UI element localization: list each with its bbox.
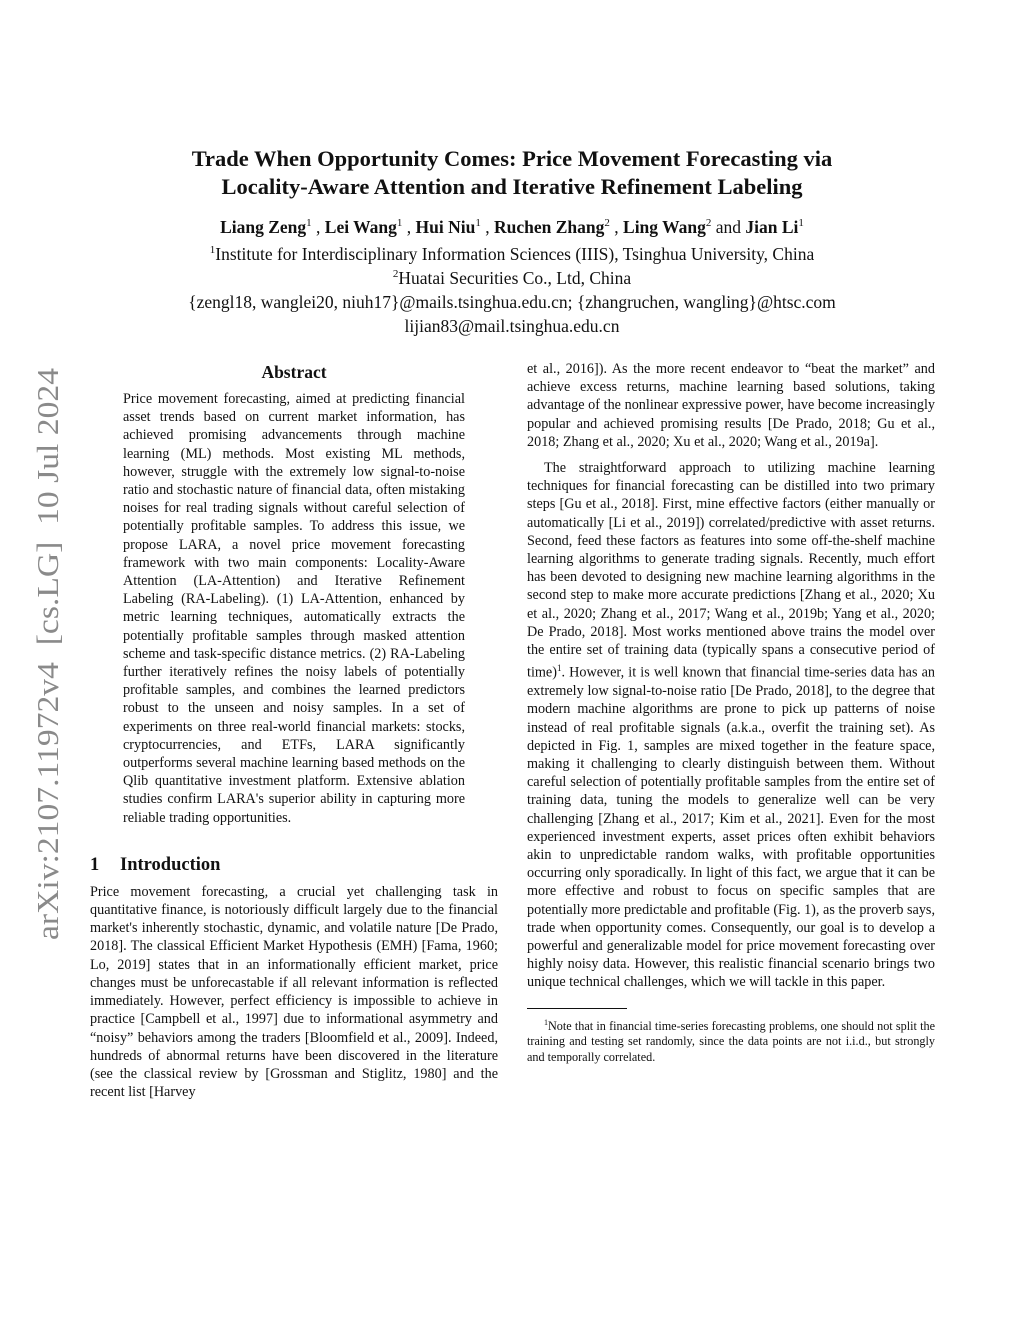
author-separator: , bbox=[311, 217, 325, 237]
footnote-text: Note that in financial time-series forecasting problems, one should not split the training and testing set randomly, since the data points are not i.i.d., but strongly and temporally correlated. bbox=[527, 1018, 935, 1064]
author-separator: , bbox=[480, 217, 494, 237]
author-affil-mark: 2 bbox=[705, 217, 712, 230]
intro-paragraph-1: Price movement forecasting, a crucial yet challenging task in quantitative finance, is notoriously difficult largely due to the financial market's inherently stochastic, dynamic, and volatile nature [De Prado, 2018]. The classical Efficient Market Hypothesis (EMH) [Fama, 1960; Lo, 2019] states that in an informationally efficient market, price changes must be unforecastable if all relevant information is reflected immediately. However, perfect efficiency is impossible to achieve in practice [Campbell et al., 1997] due to informational asymmetry and “noisy” behaviors among the traders [Bloomfield et al., 2009]. Indeed, hundreds of abnormal returns have been discovered in the literature (see the classical review by [Grossman and Stiglitz, 1980] and the recent list [Harvey bbox=[90, 883, 498, 1101]
author-email-2: lijian83@mail.tsinghua.edu.cn bbox=[404, 316, 620, 336]
title-line-1: Trade When Opportunity Comes: Price Movement Forecasting via bbox=[191, 146, 833, 171]
intro-paragraph-2: The straightforward approach to utilizing machine learning techniques for financial forecasting can be distilled into two primary steps [Gu et al., 2018]. First, mine effective factors (either manually or automatically [Li et al., 2019]) correlated/predictive with asset returns. Second, feed these factors as features into some off-the-shelf machine learning algorithms to generate trading signals. Recently, much effort has been devoted to designing new machine learning algorithms in the second step to make more accurate predictions [Zhang et al., 2020; Xu et al., 2020; Zhang et al., 2017; Wang et al., 2019b; Yang et al., 2020; De Prado, 2018]. Most works mentioned above trains the model over the entire set of training data (typically spans a consecutive period of time)$^1$. However, it is well known that financial time-series data has an extremely low signal-to-noise ratio [De Prado, 2018], to the degree that modern machine algorithms are prone to pick up patterns of noise instead of real profitable signals (a.k.a., overfit the training set). As depicted in Fig. 1, samples are mixed together in the feature space, making it challenging to clearly distinguish between them. Without careful selection of potentially profitable samples from the entire set of training data, tuning the models to generalize well can be very challenging [Zhang et al., 2017; Kim et al., 2021]. Even for the most experienced investment experts, asset prices often exhibit behaviors akin to unpredictable random walks, with profitable opportunities occurring only sporadically. In light of this fact, we argue that it can be more effective and robust to focus on specific samples that are potentially more predictable and profitable (Fig. 1), as the proverb says, trade when opportunity comes. Consequently, our goal is to develop a powerful and generalizable model for price movement forecasting over highly noisy data. However, this realistic financial scenario brings two unique technical challenges, which we will tackle in this paper. bbox=[527, 460, 935, 991]
author-name: Ruchen Zhang bbox=[494, 217, 605, 237]
footnote bbox=[527, 1015, 935, 1066]
author-name: Liang Zeng bbox=[220, 217, 307, 237]
abstract-heading: Abstract bbox=[261, 362, 327, 382]
author-name: Hui Niu bbox=[415, 217, 476, 237]
author-name: Lei Wang bbox=[324, 217, 397, 237]
paper-title bbox=[90, 145, 934, 201]
author-emails: {zengl18, wanglei20, niuh17}@mails.tsinghua.edu.cn; {zhangruchen, wangling}@htsc.com bbox=[188, 292, 836, 312]
author-affil-mark: 1 bbox=[396, 217, 403, 230]
right-column bbox=[527, 360, 935, 1065]
left-column bbox=[90, 360, 498, 1101]
footnote-marker: 1 bbox=[556, 663, 562, 674]
footnote-number: 1 bbox=[544, 1017, 548, 1027]
section-number: 1 bbox=[90, 854, 100, 875]
section-title: Introduction bbox=[120, 854, 221, 875]
author-name: Jian Li bbox=[745, 217, 799, 237]
arxiv-id-text: arXiv:2107.11972v4 [cs.LG] 10 Jul 2024 bbox=[30, 412, 65, 940]
author-name: Ling Wang bbox=[623, 217, 706, 237]
intro-paragraph-1-continued: et al., 2016]). As the more recent endeavor to “beat the market” and achieve excess returns, machine learning based solutions, taking advantage of the nonlinear expressive power, have become increasingly popular and achieved promising results [De Prado, 2018; Gu et al., 2018; Zhang et al., 2020; Xu et al., 2020; Wang et al., 2019a]. bbox=[527, 361, 935, 450]
author-separator: , bbox=[609, 217, 624, 237]
footnote-divider bbox=[527, 1008, 627, 1009]
affiliations bbox=[90, 242, 934, 338]
abstract-text: Price movement forecasting, aimed at predicting financial asset trends based on current market information, has achieved promising advancements through machine learning (ML) methods. Most existing ML methods, however, struggle with the extremely low signal-to-noise ratio and stochastic nature of financial data, often mistaking noises for real trading signals without careful selection of potentially profitable samples. To address this issue, we propose LARA, a novel price movement forecasting framework with two main components: Locality-Aware Attention (LA-Attention) and Iterative Refinement Labeling (RA-Labeling). (1) LA-Attention, enhanced by metric learning techniques, automatically extracts the potentially profitable samples through masked attention scheme and task-specific distance metrics. (2) RA-Labeling further iteratively refines the noisy labels of potentially profitable samples, and combines the learned predictors robust to the unseen and noisy samples. In a set of experiments on three real-world financial markets: stocks, cryptocurrencies, and ETFs, LARA significantly outperforms several machine learning based methods on the Qlib quantitative investment platform. Extensive ablation studies confirm LARA's superior ability in capturing more reliable trading opportunities. bbox=[123, 391, 465, 826]
author-separator: and bbox=[711, 217, 746, 237]
author-affil-mark: 1 bbox=[306, 217, 312, 230]
arxiv-identifier-stamp bbox=[27, 365, 67, 945]
section-heading-introduction bbox=[90, 853, 498, 877]
author-separator: , bbox=[402, 217, 416, 237]
author-affil-mark: 2 bbox=[604, 217, 610, 230]
affiliation-2: $^2$Huatai Securities Co., Ltd, China bbox=[392, 268, 632, 288]
author-affil-mark: 1 bbox=[798, 217, 804, 230]
author-affil-mark: 1 bbox=[475, 217, 481, 230]
affiliation-1: $^1$Institute for Interdisciplinary Information Sciences (IIIS), Tsinghua University, China bbox=[209, 244, 815, 264]
title-line-2: Locality-Aware Attention and Iterative Refinement Labeling bbox=[221, 174, 803, 199]
author-list bbox=[90, 215, 934, 239]
